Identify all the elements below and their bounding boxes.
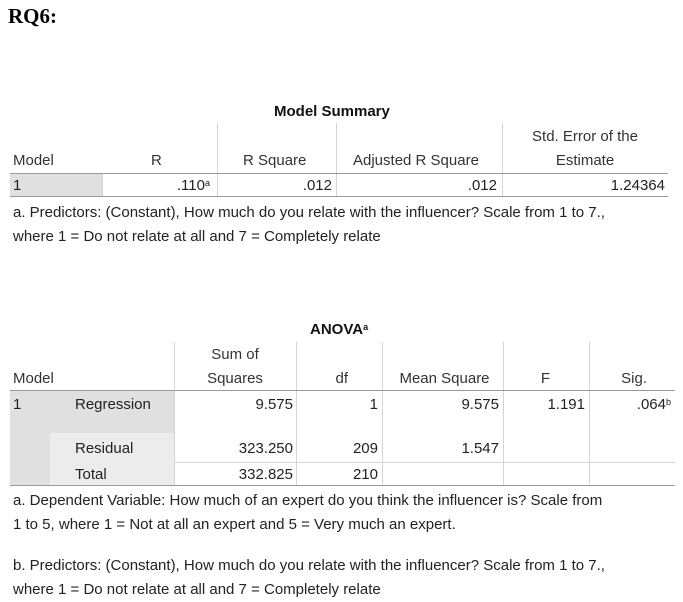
model-summary-footnote-line1: a. Predictors: (Constant), How much do you relate with the influencer? Scale from 1 to 7.,: [13, 204, 605, 221]
anova-title: ANOVA$^a$: [310, 321, 369, 338]
header-r-square: R Square: [243, 152, 307, 169]
row-label-residual: Residual: [75, 440, 134, 457]
anova-header-mean-square: Mean Square: [399, 370, 490, 387]
model-summary-row-shade: [10, 174, 102, 196]
cell-sig: .064$^b$: [636, 396, 671, 413]
cell-std-error: 1.24364: [610, 177, 665, 194]
cell-df: 210: [352, 466, 378, 483]
anova-footnote-a-line2: 1 to 5, where 1 = Not at all an expert and 5 = Very much an expert.: [13, 516, 456, 533]
cell-mean-square: 1.547: [461, 440, 499, 457]
model-summary-footnote-line2: where 1 = Do not relate at all and 7 = Completely relate: [13, 228, 381, 245]
cell-mean-square: 9.575: [461, 396, 499, 413]
cell-r: .110$^a$: [176, 177, 210, 194]
anova-cell-model: 1: [13, 396, 22, 413]
cell-sum-of-squares: 323.250: [238, 440, 293, 457]
anova-header-df: df: [335, 370, 348, 387]
row-label-total: Total: [75, 466, 107, 483]
section-heading: RQ6:: [8, 4, 57, 28]
header-adjusted-r-square: Adjusted R Square: [353, 152, 479, 169]
anova-footnote-b-line2: where 1 = Do not relate at all and 7 = Completely relate: [13, 581, 381, 598]
cell-model: 1: [13, 177, 22, 194]
cell-df: 1: [369, 396, 378, 413]
cell-f: 1.191: [547, 396, 585, 413]
header-r: R: [151, 152, 162, 169]
cell-r-square: .012: [302, 177, 332, 194]
cell-adjusted-r-square: .012: [467, 177, 497, 194]
anova-header-sum-of-squares-line2: Squares: [207, 370, 263, 387]
anova-footnote-a-line1: a. Dependent Variable: How much of an expert do you think the influencer is? Scale from: [13, 492, 603, 509]
anova-header-sig: Sig.: [621, 370, 647, 387]
model-summary-title: Model Summary: [274, 103, 390, 120]
cell-sum-of-squares: 9.575: [255, 396, 293, 413]
anova-header-f: F: [540, 370, 550, 387]
header-model: Model: [13, 152, 54, 169]
header-std-error-line2: Estimate: [555, 152, 615, 169]
header-std-error-line1: Std. Error of the: [532, 128, 638, 145]
cell-df: 209: [352, 440, 378, 457]
anova-header-sum-of-squares-line1: Sum of: [211, 346, 259, 363]
row-label-regression: Regression: [75, 396, 151, 413]
cell-sum-of-squares: 332.825: [238, 466, 293, 483]
anova-header-model: Model: [13, 370, 54, 387]
anova-footnote-b-line1: b. Predictors: (Constant), How much do you relate with the influencer? Scale from 1 to 7.,: [13, 557, 605, 574]
